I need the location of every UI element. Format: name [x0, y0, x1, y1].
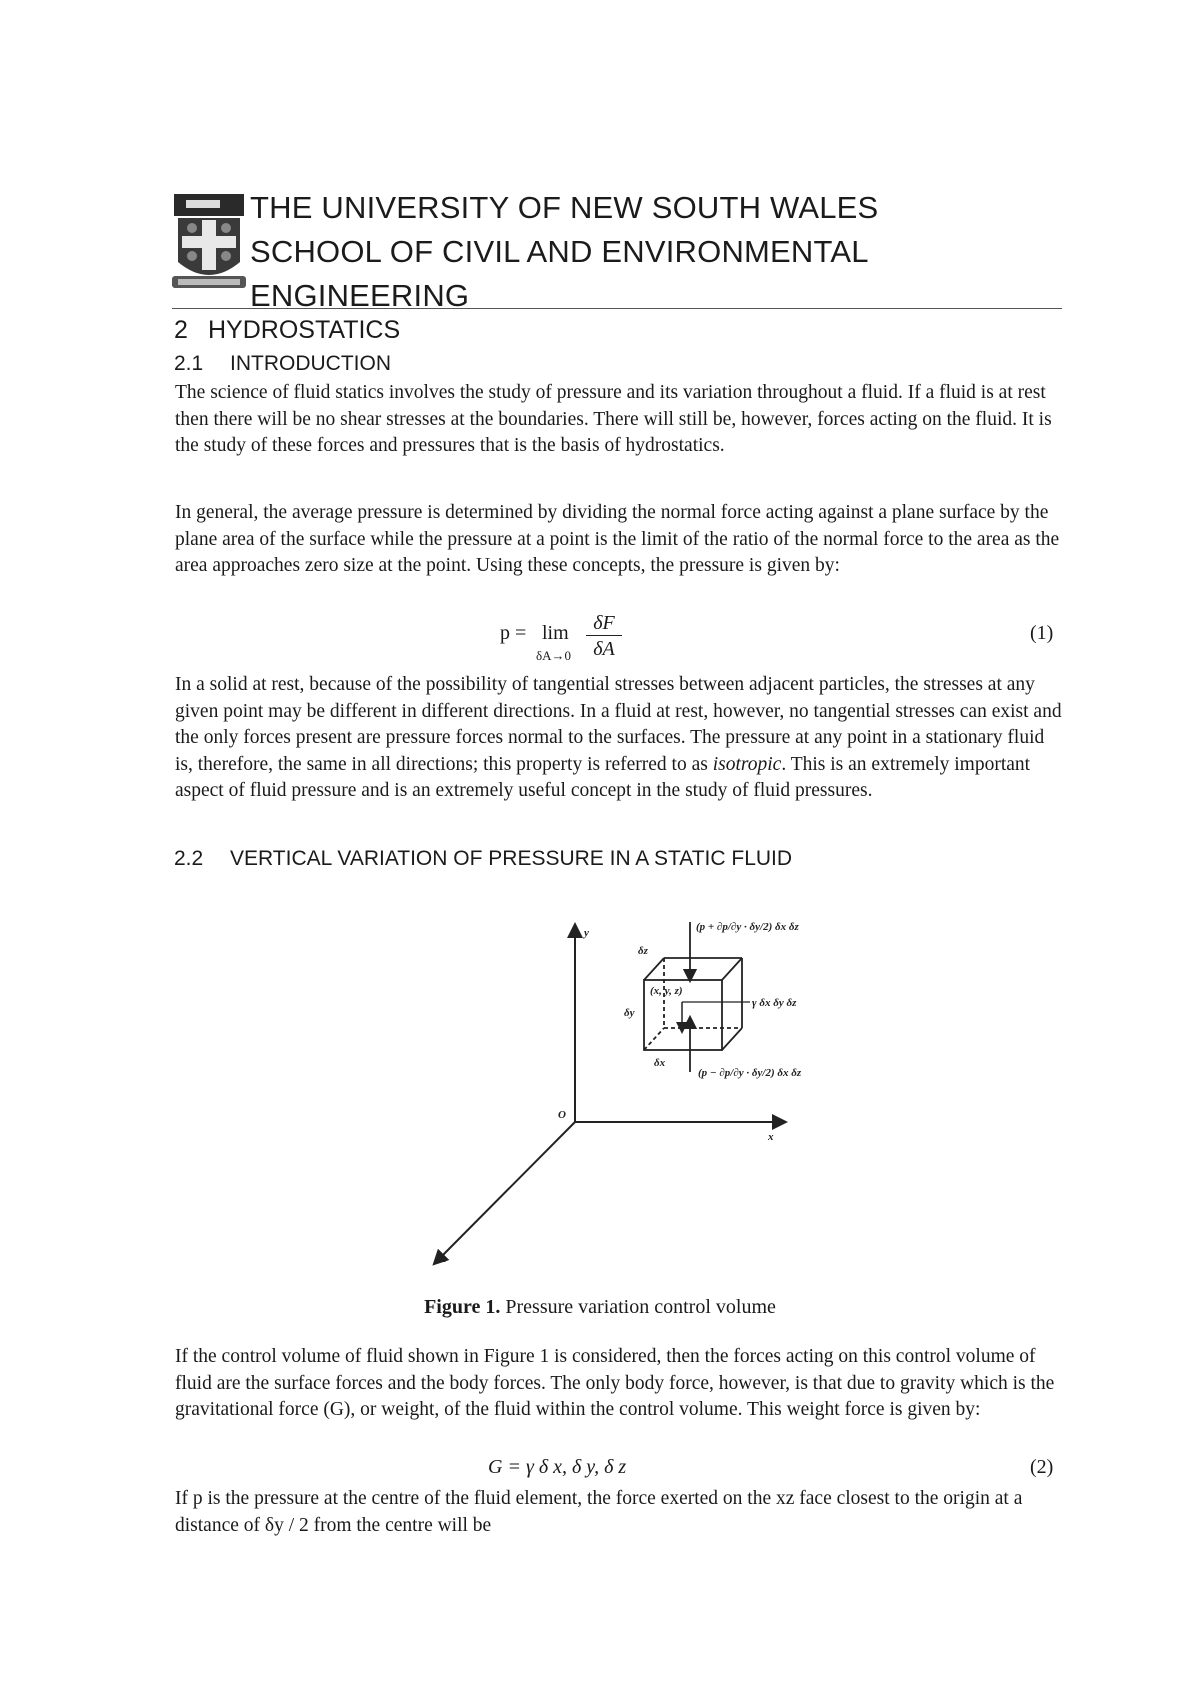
equation-2-number: (2) — [1030, 1456, 1054, 1478]
weight-label: γ δx δy δz — [752, 997, 797, 1009]
equation-1-number: (1) — [1030, 622, 1054, 644]
dz-label: δz — [638, 945, 648, 957]
paragraph-intro: The science of fluid statics involves the study of pressure and its variation throughout a fluid. If a fluid is at rest then there will be no shear stresses at the boundaries. There will still be, however, forces acting on the fluid. It is the study of these forces and pressures that is the basis of hydrostatics. — [175, 382, 1052, 456]
origin-label: O — [558, 1109, 566, 1121]
para3-part2: . This is an extremely important aspect of fluid pressure and is an extremely useful concept in the study of fluid pressures. — [175, 753, 1031, 801]
paragraph-control-volume: If the control volume of fluid shown in Figure 1 is considered, then the forces acting on this control volume of fluid are the surface forces and the body forces. The only body force, however, is that due to gravity which is the gravitational force (G), or weight, of the fluid within the control volume. This weight force is given by: — [175, 1346, 1055, 1420]
header-line-1: THE UNIVERSITY OF NEW SOUTH WALES — [250, 190, 879, 225]
control-volume-cube — [644, 958, 742, 1050]
para3-emphasis: isotropic — [712, 753, 782, 775]
university-crest-icon — [172, 192, 246, 292]
header-line-3: ENGINEERING — [250, 278, 470, 313]
para3-part1: In a solid at rest, because of the possibility of tangential stresses between adjacent particles, the stresses at any given point may be different in different directions. In a fluid at rest, however, no tangential stresses can exist and the only forces present are pressure forces normal to the surfaces. The pressure at any point in a stationary fluid is, therefore, the same in all directions; this property is referred to as — [175, 674, 1062, 775]
subsection-title: VERTICAL VARIATION OF PRESSURE IN A STATIC FLUID — [230, 847, 793, 870]
section-number: 2 — [174, 316, 188, 344]
equation-2: G = γ δ x, δ y, δ z — [488, 1456, 627, 1478]
eq1-numerator: δF — [586, 612, 622, 636]
paragraph-isotropic — [175, 672, 1063, 805]
z-axis-label: z — [442, 1253, 447, 1265]
figure-caption — [0, 1296, 1200, 1319]
eq1-lim: lim — [542, 622, 569, 644]
dx-label: δx — [654, 1057, 666, 1069]
header-line-2: SCHOOL OF CIVIL AND ENVIRONMENTAL — [250, 234, 869, 269]
caption-bold: Figure 1. — [424, 1296, 501, 1318]
dy-label: δy — [624, 1007, 635, 1019]
eq1-lhs: p = — [500, 622, 527, 644]
subsection-number: 2.2 — [174, 847, 204, 870]
equation-1 — [500, 612, 650, 668]
caption-text: Pressure variation control volume — [500, 1296, 776, 1318]
point-label: (x, y, z) — [650, 985, 683, 997]
subsection-heading-2-2 — [174, 847, 792, 871]
x-axis-label: x — [768, 1131, 774, 1143]
y-axis-label: y — [584, 927, 589, 939]
paragraph-pressure-definition: In general, the average pressure is determined by dividing the normal force acting against a plane surface by the plane area of the surface while the pressure at a point is the limit of the ratio of the normal force to the area as the area approaches zero size at the point. Using these concepts, the pressure is given by: — [175, 502, 1060, 576]
subsection-title: INTRODUCTION — [230, 352, 391, 375]
bottom-force-label: (p − ∂p/∂y · δy/2) δx δz — [698, 1067, 802, 1079]
paragraph-xz-face: If p is the pressure at the centre of the fluid element, the force exerted on the xz face closest to the origin at a distance of δy / 2 from the centre will be — [175, 1488, 1023, 1536]
header-divider — [172, 308, 1062, 309]
eq1-denominator: δA — [593, 638, 615, 660]
section-title: HYDROSTATICS — [208, 316, 401, 344]
control-volume-figure — [420, 900, 860, 1280]
z-axis — [438, 1122, 575, 1260]
eq1-lim-sub: δA→0 — [536, 648, 572, 663]
subsection-heading-2-1 — [174, 352, 391, 376]
top-force-label: (p + ∂p/∂y · δy/2) δx δz — [696, 921, 799, 933]
subsection-number: 2.1 — [174, 352, 204, 375]
section-heading — [174, 316, 400, 345]
